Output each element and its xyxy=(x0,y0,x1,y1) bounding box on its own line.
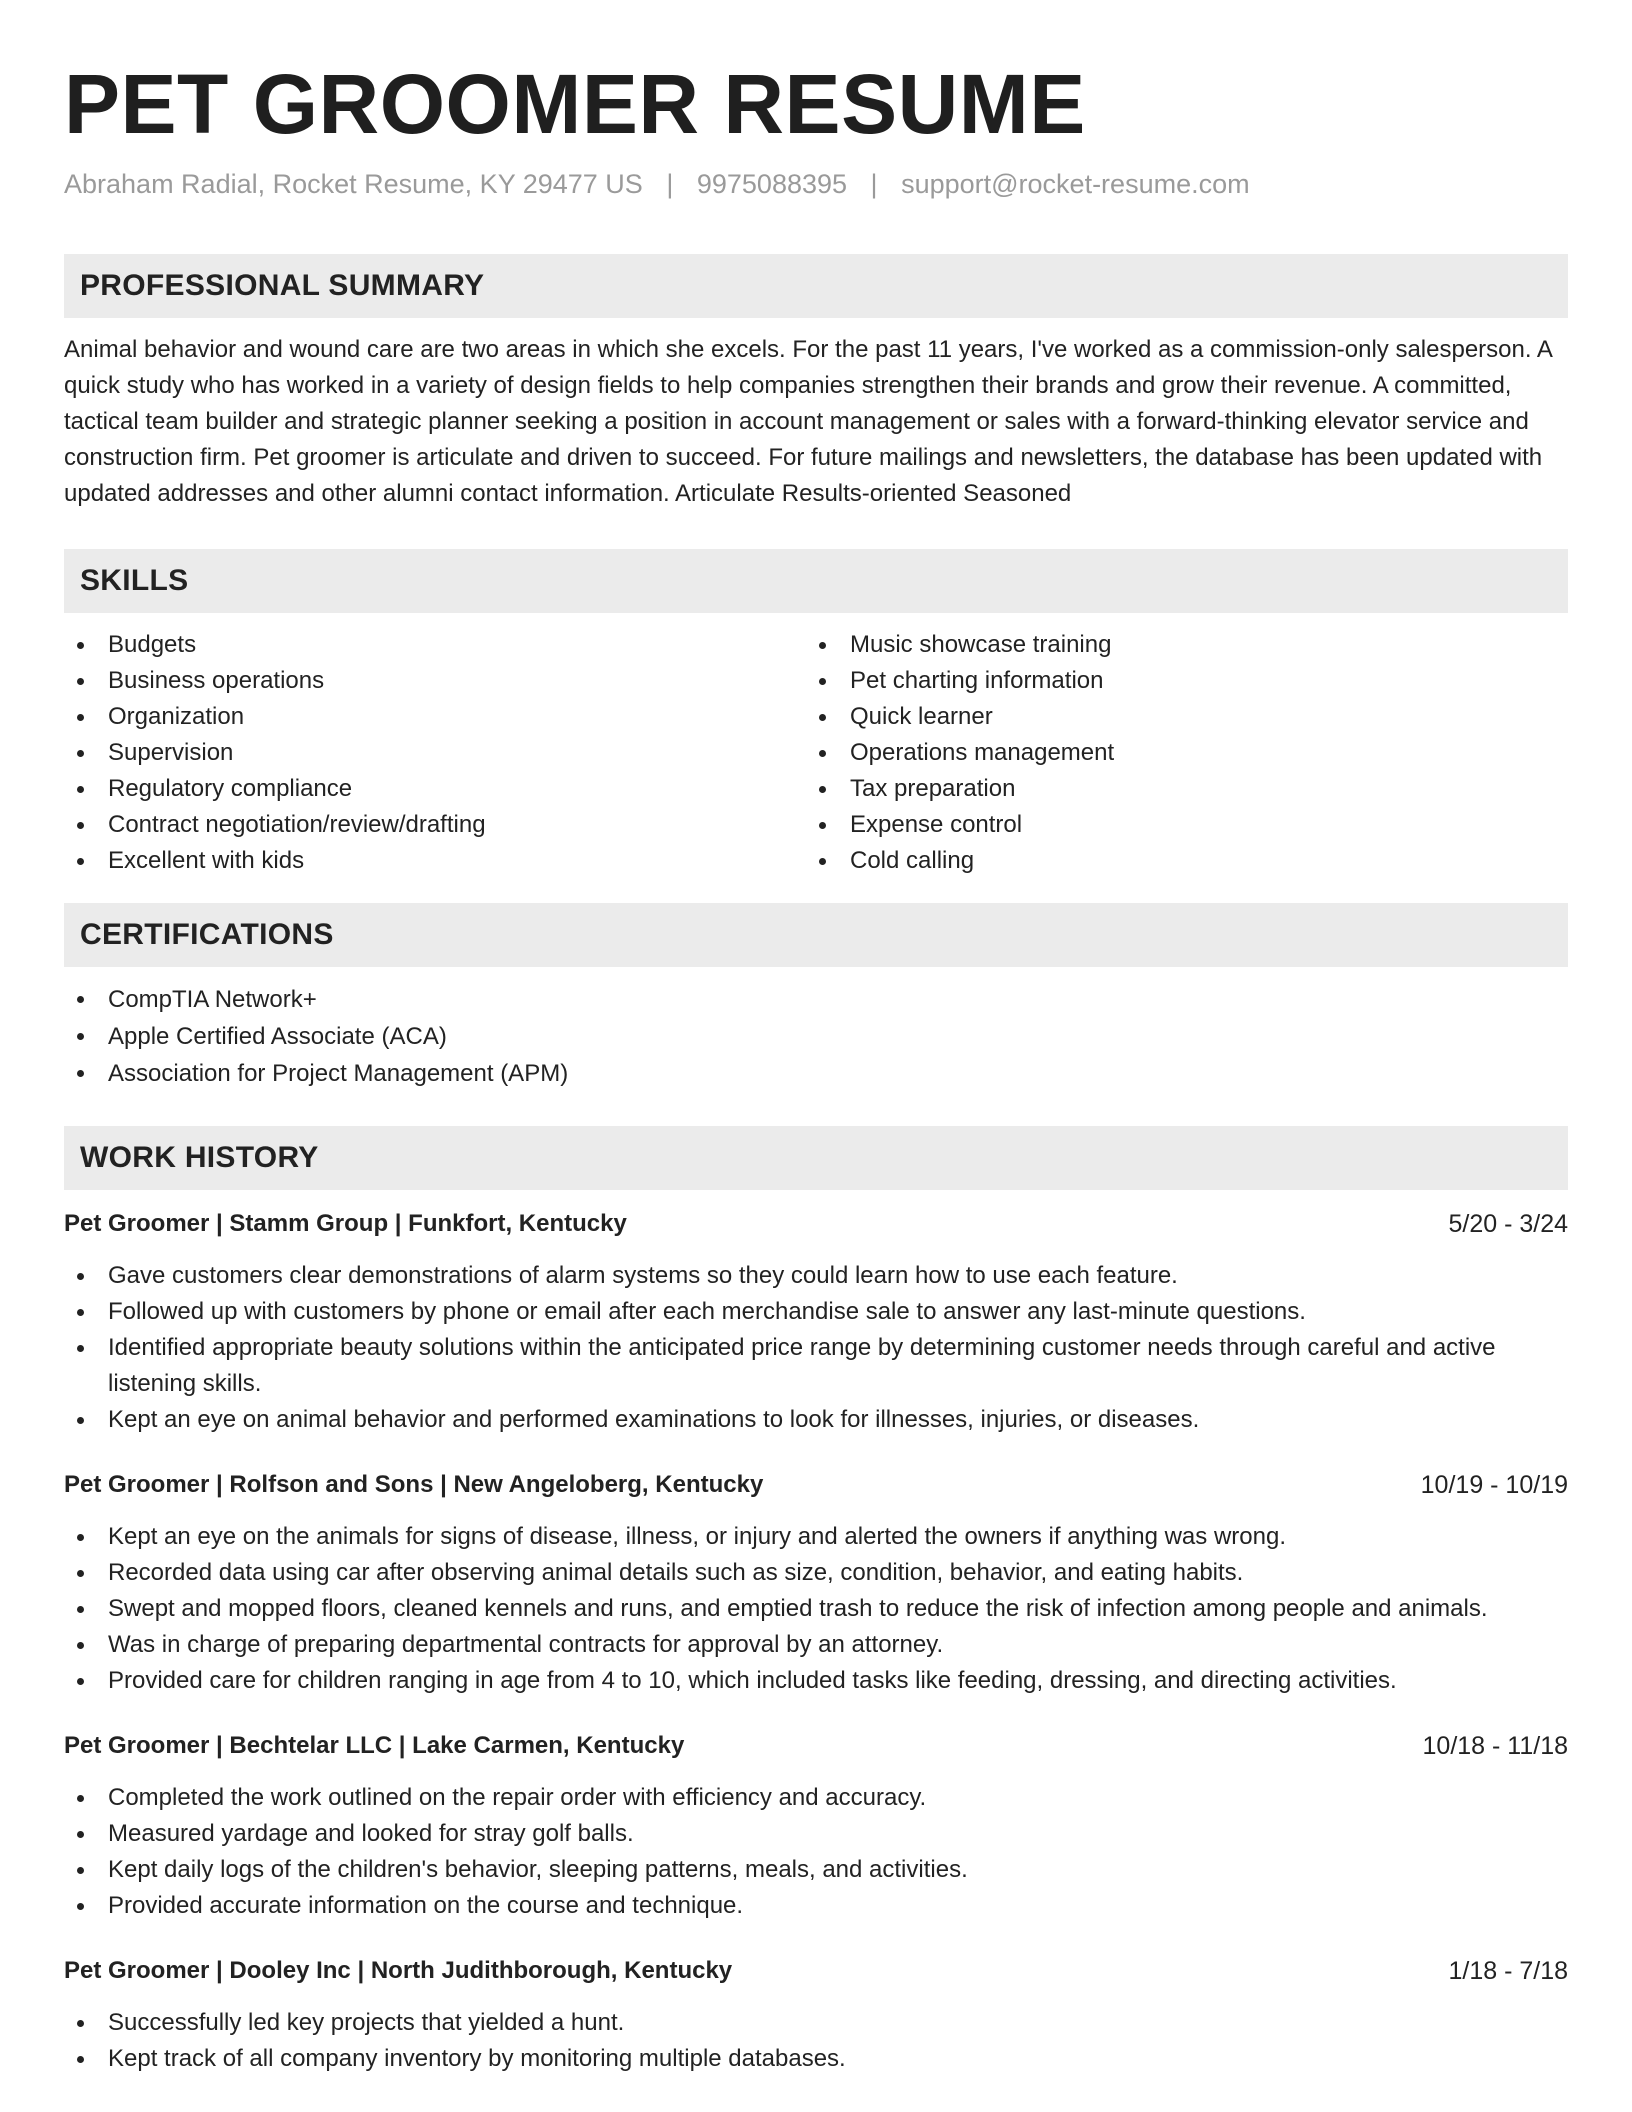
job-bullet: Kept an eye on animal behavior and performed examinations to look for illnesses, injuries, or diseases. xyxy=(64,1402,1568,1438)
job-bullets xyxy=(64,1780,1568,1924)
job-header xyxy=(64,1206,1568,1242)
resume-title: PET GROOMER RESUME xyxy=(64,57,1086,151)
certification-item: Association for Project Management (APM) xyxy=(64,1055,1568,1092)
job-title: Pet Groomer | Dooley Inc | North Judithborough, Kentucky xyxy=(64,1957,733,1984)
certifications-list xyxy=(64,981,1568,1092)
job-header xyxy=(64,1467,1568,1503)
job-bullets xyxy=(64,1519,1568,1699)
job-entry xyxy=(64,1953,1568,2077)
skill-item: Excellent with kids xyxy=(64,843,806,879)
job-bullet: Provided care for children ranging in age from 4 to 10, which included tasks like feeding, dressing, and directing activities. xyxy=(64,1663,1568,1699)
section-heading-work-history: WORK HISTORY xyxy=(64,1126,1568,1190)
job-dates: 5/20 - 3/24 xyxy=(1448,1210,1568,1238)
job-bullet: Kept daily logs of the children's behavior, sleeping patterns, meals, and activities. xyxy=(64,1852,1568,1888)
contact-email: support@rocket-resume.com xyxy=(901,169,1250,199)
skill-item: Cold calling xyxy=(806,843,1548,879)
skill-item: Pet charting information xyxy=(806,663,1548,699)
skill-item: Expense control xyxy=(806,807,1548,843)
contact-line xyxy=(64,166,1568,202)
job-bullets xyxy=(64,1258,1568,1438)
job-entry xyxy=(64,1467,1568,1699)
certification-item: Apple Certified Associate (ACA) xyxy=(64,1018,1568,1055)
summary-paragraph: Animal behavior and wound care are two areas in which she excels. For the past 11 years, I've worked as a commission-only salesperson. A quick study who has worked in a variety of design fields to help companies strengthen their brands and grow their revenue. A committed, tactical team builder and strategic planner seeking a position in account management or sales with a forward-thinking elevator service and construction firm. Pet groomer is articulate and driven to succeed. For future mailings and newsletters, the database has been updated with updated addresses and other alumni contact information. Articulate Results-oriented Seasoned xyxy=(64,336,1552,507)
job-title: Pet Groomer | Stamm Group | Funkfort, Kentucky xyxy=(64,1210,627,1237)
contact-separator: | xyxy=(870,169,878,199)
skill-item: Budgets xyxy=(64,627,806,663)
job-bullet: Gave customers clear demonstrations of alarm systems so they could learn how to use each feature. xyxy=(64,1258,1568,1294)
skill-item: Operations management xyxy=(806,735,1548,771)
job-bullet: Successfully led key projects that yielded a hunt. xyxy=(64,2005,1568,2041)
contact-address: Abraham Radial, Rocket Resume, KY 29477 US xyxy=(64,169,643,199)
section-heading-certifications: CERTIFICATIONS xyxy=(64,903,1568,967)
skill-item: Supervision xyxy=(64,735,806,771)
job-bullet: Was in charge of preparing departmental contracts for approval by an attorney. xyxy=(64,1627,1568,1663)
skill-item: Regulatory compliance xyxy=(64,771,806,807)
job-entry xyxy=(64,1728,1568,1924)
skill-item: Quick learner xyxy=(806,699,1548,735)
job-bullet: Kept track of all company inventory by monitoring multiple databases. xyxy=(64,2041,1568,2077)
section-heading-summary: PROFESSIONAL SUMMARY xyxy=(64,254,1568,318)
section-heading-skills: SKILLS xyxy=(64,549,1568,613)
job-bullet: Kept an eye on the animals for signs of disease, illness, or injury and alerted the owners if anything was wrong. xyxy=(64,1519,1568,1555)
job-bullet: Recorded data using car after observing animal details such as size, condition, behavior, and eating habits. xyxy=(64,1555,1568,1591)
job-bullet: Swept and mopped floors, cleaned kennels and runs, and emptied trash to reduce the risk of infection among people and animals. xyxy=(64,1591,1568,1627)
job-bullet: Provided accurate information on the course and technique. xyxy=(64,1888,1568,1924)
job-bullet: Measured yardage and looked for stray golf balls. xyxy=(64,1816,1568,1852)
job-dates: 10/19 - 10/19 xyxy=(1420,1471,1568,1499)
job-bullet: Followed up with customers by phone or email after each merchandise sale to answer any last-minute questions. xyxy=(64,1294,1568,1330)
job-bullets xyxy=(64,2005,1568,2077)
skills-grid xyxy=(64,627,1568,879)
job-header xyxy=(64,1728,1568,1764)
job-dates: 1/18 - 7/18 xyxy=(1448,1957,1568,1985)
skills-list-left xyxy=(64,627,806,879)
skill-item: Contract negotiation/review/drafting xyxy=(64,807,806,843)
job-header xyxy=(64,1953,1568,1989)
skill-item: Organization xyxy=(64,699,806,735)
contact-separator: | xyxy=(666,169,674,199)
certification-item: CompTIA Network+ xyxy=(64,981,1568,1018)
skill-item: Business operations xyxy=(64,663,806,699)
skills-list-right xyxy=(806,627,1548,879)
job-dates: 10/18 - 11/18 xyxy=(1422,1732,1568,1760)
skill-item: Music showcase training xyxy=(806,627,1548,663)
resume-page xyxy=(64,56,1568,2077)
job-bullet: Completed the work outlined on the repair order with efficiency and accuracy. xyxy=(64,1780,1568,1816)
contact-phone: 9975088395 xyxy=(696,169,848,199)
job-title: Pet Groomer | Rolfson and Sons | New Angeloberg, Kentucky xyxy=(64,1471,764,1498)
job-bullet: Identified appropriate beauty solutions within the anticipated price range by determining customer needs through careful and active listening skills. xyxy=(64,1330,1568,1402)
job-title: Pet Groomer | Bechtelar LLC | Lake Carmen, Kentucky xyxy=(64,1732,685,1759)
job-entry xyxy=(64,1206,1568,1438)
skill-item: Tax preparation xyxy=(806,771,1548,807)
